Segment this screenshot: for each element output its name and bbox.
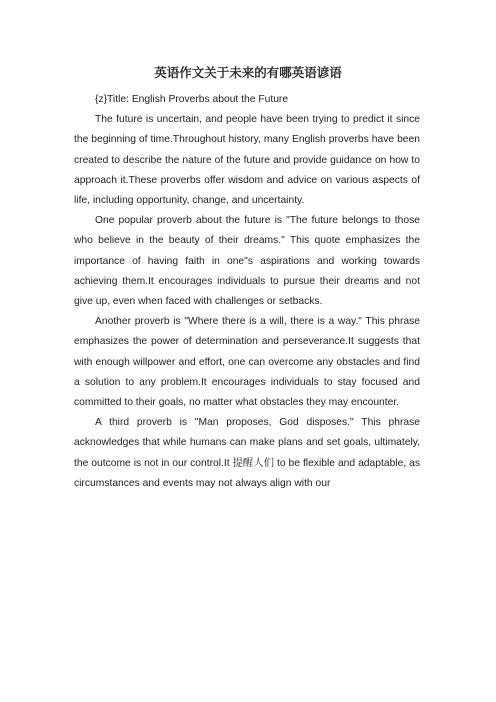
paragraph-4: A third proverb is "Man proposes, God disposes." This phrase acknowledges that while humans can make plans and set goals, ultimately, the outcome is not in our control.It 提醒人们 to be flexible and adaptable, as circumstances and events may not always align with our xyxy=(74,417,420,489)
paragraph-1: The future is uncertain, and people have been trying to predict it since the beginning of time.Throughout history, many English proverbs have been created to describe the nature of the future and provide guidance on how to approach it.These proverbs offer wisdom and advice on various aspects of life, including opportunity, change, and uncertainty. xyxy=(74,114,420,207)
document-heading: 英语作文关于未来的有哪英语谚语 xyxy=(154,65,342,80)
subtitle-line: {z}Title: English Proverbs about the Future xyxy=(95,94,289,105)
document-body xyxy=(74,90,420,494)
paragraph-2: One popular proverb about the future is "The future belongs to those who believe in the beauty of their dreams." This quote emphasizes the importance of having faith in one"s aspirations and working towards achieving them.It encourages individuals to pursue their dreams and not give up, even when faced with challenges or setbacks. xyxy=(74,215,420,308)
paragraph-3: Another proverb is "Where there is a will, there is a way." This phrase emphasizes the power of determination and perseverance.It suggests that with enough willpower and effort, one can overcome any obstacles and find a solution to any problem.It encourages individuals to stay focused and committed to their goals, no matter what obstacles they may encounter. xyxy=(74,316,420,409)
